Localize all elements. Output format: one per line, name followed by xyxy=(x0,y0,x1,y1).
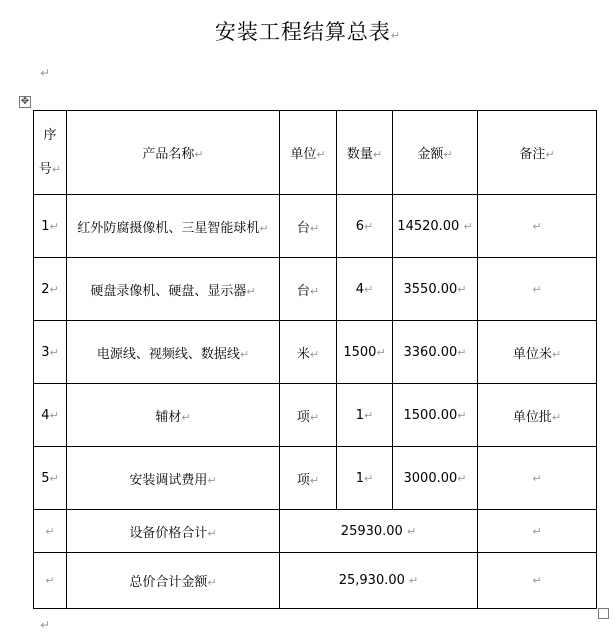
cell-mark: ↵ xyxy=(49,345,59,359)
cell-mark: ↵ xyxy=(49,219,59,233)
total-value-cell[interactable]: 25,930.00 ↵ xyxy=(280,553,478,609)
qty-cell[interactable]: 1↵ xyxy=(337,384,393,447)
cell-mark: ↵ xyxy=(239,347,250,361)
cell-mark: ↵ xyxy=(207,526,217,540)
settlement-table xyxy=(33,110,597,609)
cell-mark: ↵ xyxy=(545,148,555,161)
product-cell[interactable]: 电源线、视频线、数据线↵ xyxy=(67,321,280,384)
unit-cell[interactable]: 台↵ xyxy=(280,195,337,258)
empty-paragraph-mark: ↵ xyxy=(40,66,51,80)
cell-mark: ↵ xyxy=(309,284,320,298)
document-title[interactable]: 安装工程结算总表↵ xyxy=(214,20,402,44)
product-cell[interactable]: 安装调试费用↵ xyxy=(67,447,280,510)
note-cell[interactable] xyxy=(478,553,597,609)
qty-cell[interactable]: 4↵ xyxy=(337,258,393,321)
cell-mark: ↵ xyxy=(457,471,467,485)
cell-mark: ↵ xyxy=(194,148,204,161)
subtotal-label-cell[interactable]: 设备价格合计↵ xyxy=(67,510,280,553)
qty-cell[interactable]: 1↵ xyxy=(337,447,393,510)
empty-paragraph-mark: ↵ xyxy=(40,618,51,632)
cell-mark: ↵ xyxy=(372,148,383,161)
note-cell[interactable]: 单位批↵ xyxy=(478,384,597,447)
cell-mark: ↵ xyxy=(309,410,320,424)
cell-mark: ↵ xyxy=(406,524,417,538)
table-row xyxy=(34,321,597,384)
cell-mark: ↵ xyxy=(532,574,542,587)
header-seq-bottom: 号 xyxy=(38,161,52,177)
cell-mark: ↵ xyxy=(409,574,419,587)
note-cell[interactable] xyxy=(478,195,597,258)
cell-mark: ↵ xyxy=(364,282,374,296)
cell-mark: ↵ xyxy=(463,219,473,233)
qty-cell[interactable]: 1500↵ xyxy=(337,321,393,384)
table-resize-handle[interactable] xyxy=(598,608,609,619)
seq-cell[interactable]: 1↵ xyxy=(34,195,67,258)
subtotal-value-cell[interactable]: 25930.00 ↵ xyxy=(280,510,478,553)
header-seq-cell[interactable] xyxy=(34,111,67,195)
note-cell[interactable] xyxy=(478,258,597,321)
header-product: 产品名称 xyxy=(142,147,195,162)
cell-mark: ↵ xyxy=(457,282,467,296)
seq-cell[interactable]: 5↵ xyxy=(34,447,67,510)
header-qty: 数量 xyxy=(346,147,373,162)
cell-mark: ↵ xyxy=(457,408,467,422)
header-note-cell[interactable] xyxy=(478,111,597,195)
subtotal-row xyxy=(34,510,597,553)
cell-mark: ↵ xyxy=(49,282,59,296)
header-note: 备注 xyxy=(519,147,546,162)
seq-cell[interactable] xyxy=(34,510,67,553)
seq-cell[interactable]: 3↵ xyxy=(34,321,67,384)
cell-mark: ↵ xyxy=(207,473,217,487)
unit-cell[interactable]: 米↵ xyxy=(280,321,337,384)
unit-cell[interactable]: 项↵ xyxy=(280,447,337,510)
amount-cell[interactable]: 14520.00 ↵ xyxy=(393,195,478,258)
cell-mark: ↵ xyxy=(376,345,386,359)
total-label-cell[interactable]: 总价合计金额↵ xyxy=(67,553,280,609)
table-move-handle-icon[interactable]: ✥ xyxy=(20,96,30,107)
table-row xyxy=(34,447,597,510)
cell-mark: ↵ xyxy=(181,410,191,424)
note-cell[interactable] xyxy=(478,447,597,510)
product-cell[interactable]: 辅材↵ xyxy=(67,384,280,447)
note-cell[interactable] xyxy=(478,510,597,553)
cell-mark: ↵ xyxy=(532,219,542,233)
table-row xyxy=(34,384,597,447)
cell-mark: ↵ xyxy=(207,576,217,589)
seq-cell[interactable]: 2↵ xyxy=(34,258,67,321)
paragraph-mark: ↵ xyxy=(390,29,402,42)
amount-cell[interactable]: 3550.00↵ xyxy=(393,258,478,321)
table-row xyxy=(34,258,597,321)
cell-mark: ↵ xyxy=(443,148,453,161)
cell-mark: ↵ xyxy=(309,473,320,487)
cell-mark: ↵ xyxy=(364,219,374,233)
cell-mark: ↵ xyxy=(532,471,542,485)
header-product-cell[interactable] xyxy=(67,111,280,195)
amount-cell[interactable]: 3000.00↵ xyxy=(393,447,478,510)
qty-cell[interactable]: 6↵ xyxy=(337,195,393,258)
table-row xyxy=(34,195,597,258)
table-header-row xyxy=(34,111,597,195)
amount-cell[interactable]: 3360.00↵ xyxy=(393,321,478,384)
cell-mark: ↵ xyxy=(316,148,326,161)
cell-mark: ↵ xyxy=(309,221,320,235)
header-unit: 单位 xyxy=(290,147,317,162)
header-unit-cell[interactable] xyxy=(280,111,337,195)
cell-mark: ↵ xyxy=(364,408,374,422)
header-amount: 金额 xyxy=(417,147,444,162)
cell-mark: ↵ xyxy=(532,524,542,538)
amount-cell[interactable]: 1500.00↵ xyxy=(393,384,478,447)
cell-mark: ↵ xyxy=(49,471,59,485)
unit-cell[interactable]: 台↵ xyxy=(280,258,337,321)
cell-mark: ↵ xyxy=(309,347,320,361)
cell-mark: ↵ xyxy=(532,282,542,296)
seq-cell[interactable]: 4↵ xyxy=(34,384,67,447)
cell-mark: ↵ xyxy=(246,284,256,298)
cell-mark: ↵ xyxy=(45,524,55,538)
cell-mark: ↵ xyxy=(551,410,562,424)
cell-mark: ↵ xyxy=(49,408,59,422)
product-cell[interactable]: 硬盘录像机、硬盘、显示器↵ xyxy=(67,258,280,321)
cell-mark: ↵ xyxy=(259,221,269,235)
cell-mark: ↵ xyxy=(551,347,562,361)
header-amount-cell[interactable] xyxy=(393,111,478,195)
unit-cell[interactable]: 项↵ xyxy=(280,384,337,447)
cell-mark: ↵ xyxy=(51,162,62,176)
total-row xyxy=(34,553,597,609)
seq-cell[interactable] xyxy=(34,553,67,609)
cell-mark: ↵ xyxy=(364,471,374,485)
cell-mark: ↵ xyxy=(45,574,55,587)
header-qty-cell[interactable] xyxy=(337,111,393,195)
note-cell[interactable]: 单位米↵ xyxy=(478,321,597,384)
cell-mark: ↵ xyxy=(457,345,467,359)
header-seq-top: 序 xyxy=(43,127,57,143)
product-cell[interactable]: 红外防腐摄像机、三星智能球机↵ xyxy=(67,195,280,258)
